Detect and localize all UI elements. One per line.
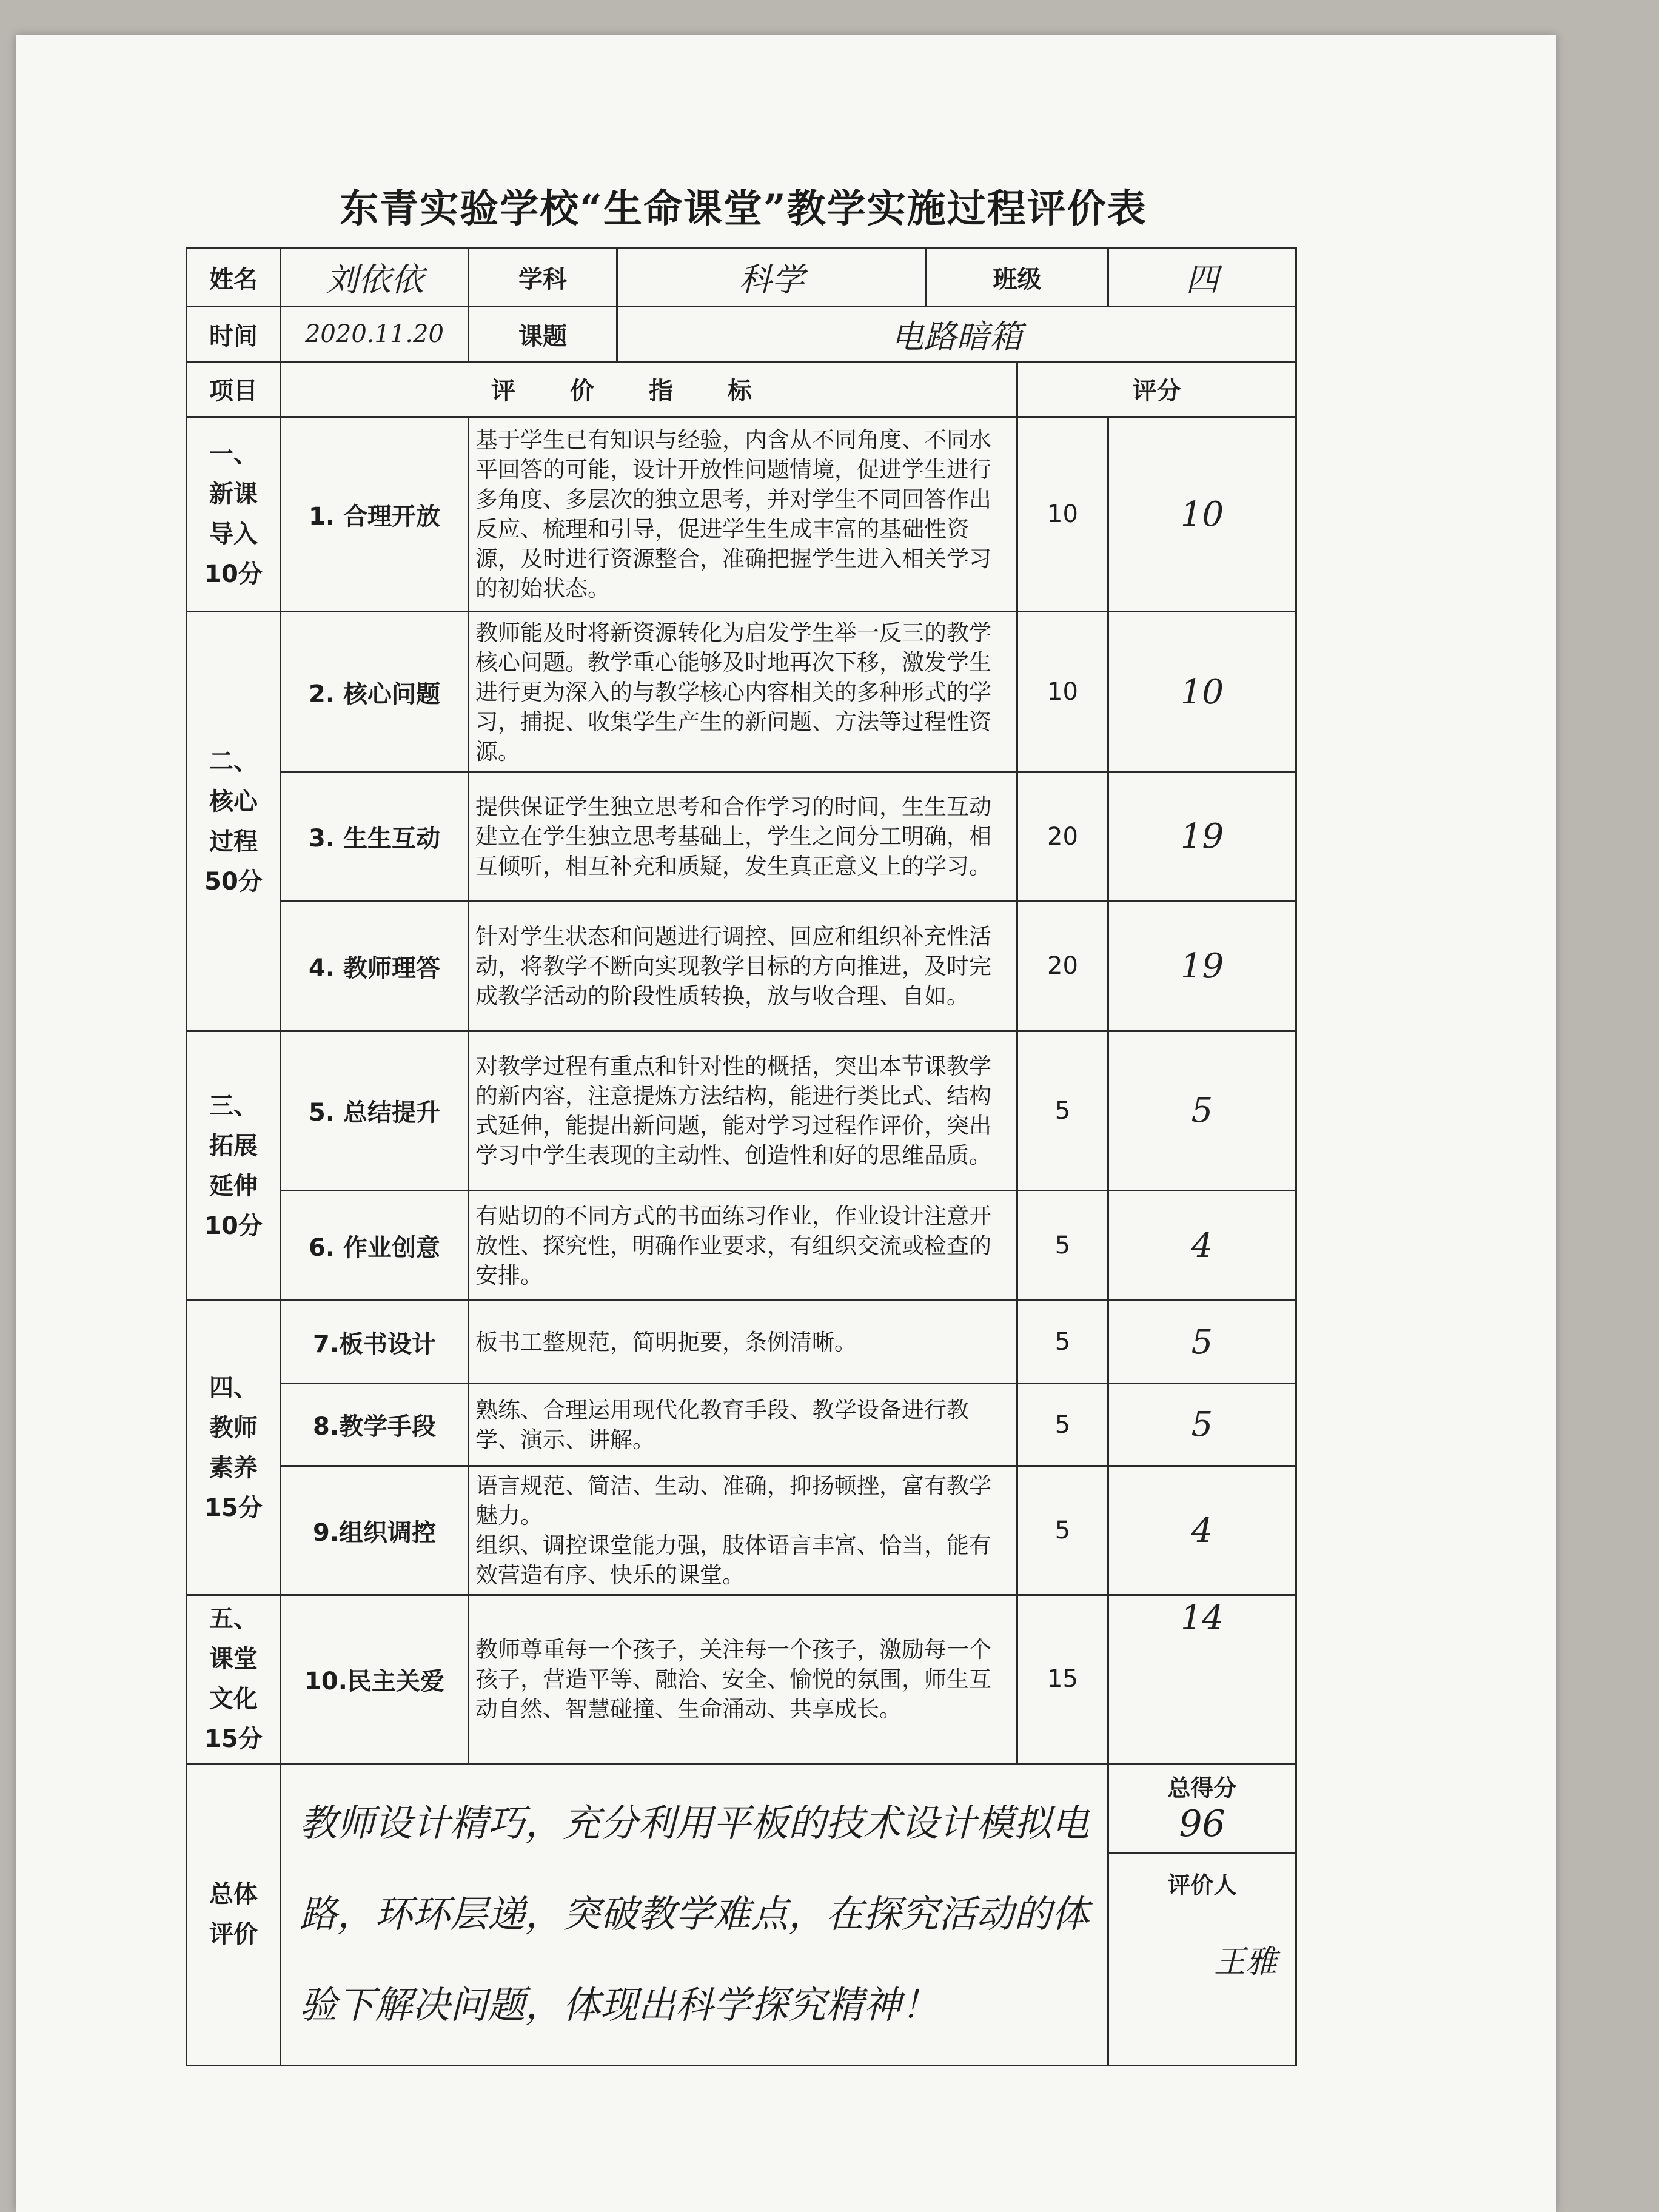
given-score: 5 xyxy=(1108,1301,1296,1383)
given-score: 19 xyxy=(1108,773,1296,901)
given-score: 4 xyxy=(1108,1190,1296,1301)
table-row xyxy=(187,1466,1296,1595)
item-description: 对教学过程有重点和针对性的概括，突出本节课教学的新内容，注意提炼方法结构，能进行类比式、结构式延伸，能提出新问题，能对学习过程作评价，突出学习中学生表现的主动性、创造性和好的思维品质。 xyxy=(469,1031,1017,1190)
table-row xyxy=(187,773,1296,901)
score-header: 评分 xyxy=(1017,361,1296,417)
table-row xyxy=(187,1383,1296,1466)
given-score: 14 xyxy=(1108,1595,1296,1763)
subject-label: 学科 xyxy=(469,249,617,307)
total-score-value: 96 xyxy=(1179,1802,1225,1845)
table-row xyxy=(187,612,1296,773)
full-score: 20 xyxy=(1017,773,1108,901)
item-description: 针对学生状态和问题进行调控、回应和组织补充性活动，将教学不断向实现教学目标的方向推进，及时完成教学活动的阶段性质转换，放与收合理、自如。 xyxy=(469,901,1017,1031)
paper-sheet xyxy=(16,35,1556,2212)
full-score: 5 xyxy=(1017,1301,1108,1383)
page-title: 东青实验学校“生命课堂”教学实施过程评价表 xyxy=(340,186,1147,232)
overall-row xyxy=(187,1763,1296,2065)
given-score: 19 xyxy=(1108,901,1296,1031)
item-description: 基于学生已有知识与经验，内含从不同角度、不同水平回答的可能，设计开放性问题情境，促进学生进行多角度、多层次的独立思考，并对学生不同回答作出反应、梳理和引导，促进学生生成丰富的基础性资源，及时进行资源整合，准确把握学生进入相关学习的初始状态。 xyxy=(469,417,1017,611)
item-name: 3. 生生互动 xyxy=(281,773,469,901)
full-score: 20 xyxy=(1017,901,1108,1031)
overall-label: 总体 评价 xyxy=(187,1763,281,2065)
item-description: 有贴切的不同方式的书面练习作业，作业设计注意开放性、探究性，明确作业要求，有组织交流或检查的安排。 xyxy=(469,1190,1017,1301)
name-label: 姓名 xyxy=(187,249,281,307)
item-name: 2. 核心问题 xyxy=(281,612,469,773)
date-value: 2020.11.20 xyxy=(281,307,469,362)
full-score: 10 xyxy=(1017,612,1108,773)
total-score-box xyxy=(1109,1765,1295,1855)
column-header-row xyxy=(187,361,1296,417)
given-score: 4 xyxy=(1108,1466,1296,1595)
item-name: 8.教学手段 xyxy=(281,1383,469,1466)
project-header: 项目 xyxy=(187,361,281,417)
full-score: 5 xyxy=(1017,1383,1108,1466)
item-name: 1. 合理开放 xyxy=(281,417,469,611)
given-score: 10 xyxy=(1108,612,1296,773)
item-name: 4. 教师理答 xyxy=(281,901,469,1031)
table-row xyxy=(187,901,1296,1031)
category-label: 二、 核心 过程 50分 xyxy=(187,612,281,1031)
overall-evaluation-text: 教师设计精巧，充分利用平板的技术设计模拟电路，环环层递，突破教学难点，在探究活动的体验下解决问题，体现出科学探究精神！ xyxy=(281,1763,1108,2065)
given-score: 5 xyxy=(1108,1383,1296,1466)
criteria-header: 评价指标 xyxy=(281,361,1017,417)
evaluator-signature: 王雅 xyxy=(1213,1944,1277,1981)
table-row xyxy=(187,1595,1296,1763)
full-score: 10 xyxy=(1017,417,1108,611)
item-name: 5. 总结提升 xyxy=(281,1031,469,1190)
subject-value: 科学 xyxy=(617,249,927,307)
given-score: 5 xyxy=(1108,1031,1296,1190)
evaluator-label: 评价人 xyxy=(1167,1872,1237,1899)
class-label: 班级 xyxy=(927,249,1108,307)
full-score: 5 xyxy=(1017,1190,1108,1301)
full-score: 15 xyxy=(1017,1595,1108,1763)
item-name: 9.组织调控 xyxy=(281,1466,469,1595)
table-row xyxy=(187,417,1296,611)
category-label: 三、 拓展 延伸 10分 xyxy=(187,1031,281,1301)
table-row xyxy=(187,1301,1296,1383)
total-and-evaluator xyxy=(1108,1763,1296,2065)
item-description: 教师能及时将新资源转化为启发学生举一反三的教学核心问题。教学重心能够及时地再次下移，激发学生进行更为深入的与教学核心内容相关的多种形式的学习，捕捉、收集学生产生的新问题、方法等过程性资源。 xyxy=(469,612,1017,773)
item-description: 语言规范、简洁、生动、准确，抑扬顿挫，富有教学魅力。 组织、调控课堂能力强，肢体语言丰富、恰当，能有效营造有序、快乐的课堂。 xyxy=(469,1466,1017,1595)
category-label: 一、 新课 导入 10分 xyxy=(187,417,281,611)
category-label: 五、 课堂 文化 15分 xyxy=(187,1595,281,1763)
evaluator-box xyxy=(1109,1854,1295,2065)
name-value: 刘依依 xyxy=(281,249,469,307)
date-label: 时间 xyxy=(187,307,281,362)
table-row xyxy=(187,1190,1296,1301)
category-label: 四、 教师 素养 15分 xyxy=(187,1301,281,1595)
full-score: 5 xyxy=(1017,1466,1108,1595)
item-description: 教师尊重每一个孩子，关注每一个孩子，激励每一个孩子，营造平等、融洽、安全、愉悦的氛围，师生互动自然、智慧碰撞、生命涌动、共享成长。 xyxy=(469,1595,1017,1763)
table-row xyxy=(187,1031,1296,1190)
item-description: 板书工整规范，简明扼要，条例清晰。 xyxy=(469,1301,1017,1383)
full-score: 5 xyxy=(1017,1031,1108,1190)
total-score-label: 总得分 xyxy=(1167,1774,1237,1801)
header-row-1 xyxy=(187,249,1296,307)
evaluation-table xyxy=(186,247,1297,2066)
class-value: 四 xyxy=(1108,249,1296,307)
item-name: 7.板书设计 xyxy=(281,1301,469,1383)
item-description: 熟练、合理运用现代化教育手段、教学设备进行教学、演示、讲解。 xyxy=(469,1383,1017,1466)
topic-value: 电路暗箱 xyxy=(617,307,1296,362)
item-name: 6. 作业创意 xyxy=(281,1190,469,1301)
item-description: 提供保证学生独立思考和合作学习的时间，生生互动建立在学生独立思考基础上，学生之间分工明确，相互倾听，相互补充和质疑，发生真正意义上的学习。 xyxy=(469,773,1017,901)
item-name: 10.民主关爱 xyxy=(281,1595,469,1763)
topic-label: 课题 xyxy=(469,307,617,362)
header-row-2 xyxy=(187,307,1296,362)
given-score: 10 xyxy=(1108,417,1296,611)
